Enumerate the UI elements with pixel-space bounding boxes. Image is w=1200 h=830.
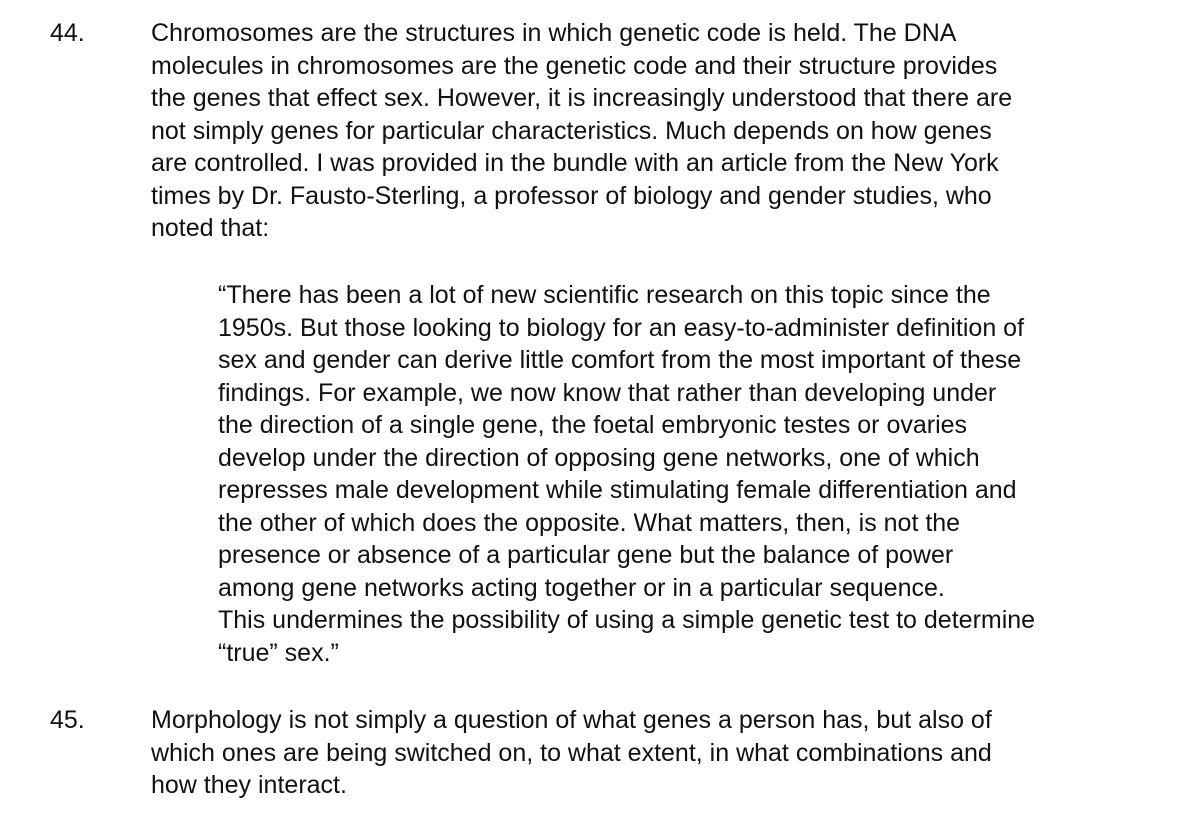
text-line: not simply genes for particular characteristics. Much depends on how genes: [151, 116, 992, 145]
paragraph-number: 45.: [50, 706, 85, 734]
quote-line: findings. For example, we now know that rather than developing under: [218, 378, 997, 407]
quote-line: develop under the direction of opposing gene networks, one of which: [218, 443, 980, 472]
paragraph-body: [151, 17, 1012, 245]
quote-line: presence or absence of a particular gene but the balance of power: [218, 541, 954, 569]
quote-line: sex and gender can derive little comfort from the most important of these: [218, 346, 1022, 374]
quote-line: among gene networks acting together or in a particular sequence.: [218, 573, 945, 602]
quote-line: represses male development while stimulating female differentiation and: [218, 476, 1017, 504]
text-line: times by Dr. Fausto-Sterling, a professor of biology and gender studies, who: [151, 181, 992, 210]
quote-line: “There has been a lot of new scientific research on this topic since the: [218, 281, 991, 309]
text-line: which ones are being switched on, to what extent, in what combinations and: [151, 738, 992, 767]
text-line: are controlled. I was provided in the bundle with an article from the New York: [151, 149, 999, 177]
text-line: how they interact.: [151, 771, 347, 799]
quote-line: This undermines the possibility of using a simple genetic test to determine: [218, 606, 1036, 634]
quote-line: the direction of a single gene, the foetal embryonic testes or ovaries: [218, 411, 968, 439]
text-line: Chromosomes are the structures in which genetic code is held. The DNA: [151, 19, 957, 47]
paragraph-number: 44.: [50, 19, 85, 47]
text-line: the genes that effect sex. However, it is increasingly understood that there are: [151, 84, 1013, 112]
quote-line: the other of which does the opposite. What matters, then, is not the: [218, 508, 961, 537]
text-line: noted that:: [151, 214, 270, 242]
quote-line: “true” sex.”: [218, 638, 339, 667]
text-line: molecules in chromosomes are the genetic code and their structure provides: [151, 51, 998, 80]
quote-line: 1950s. But those looking to biology for an easy-to-administer definition of: [218, 313, 1025, 342]
text-line: Morphology is not simply a question of what genes a person has, but also of: [151, 706, 992, 734]
block-quote: [218, 279, 1035, 669]
paragraph-body: [151, 704, 992, 802]
